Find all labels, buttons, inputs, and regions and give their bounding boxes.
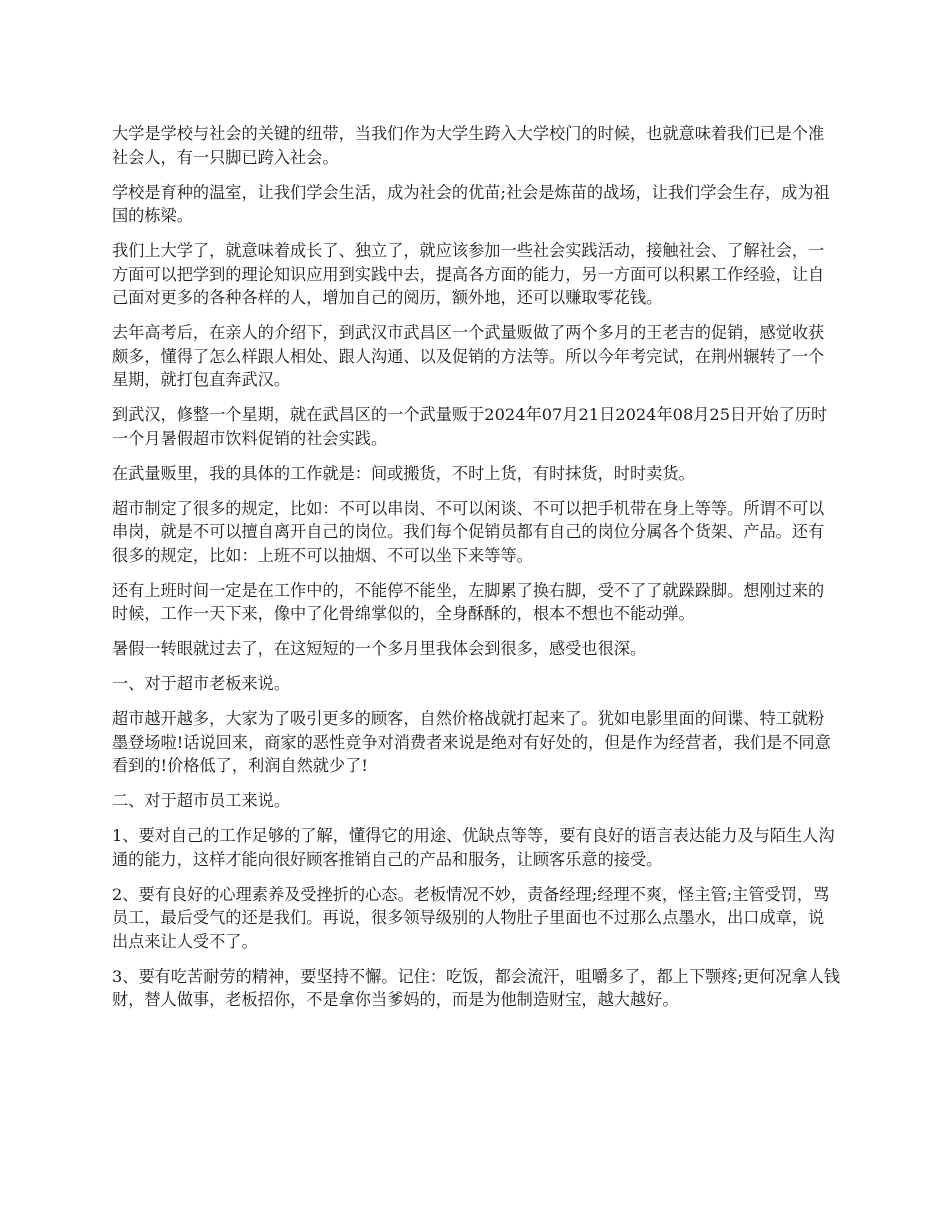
paragraph-5: 到武汉，修整一个星期，就在武昌区的一个武量贩于2024年07月21日2024年08月25日开始了历时一个月暑假超市饮料促销的社会实践。 [112,405,828,448]
paragraph-9: 暑假一转眼就过去了，在这短短的一个多月里我体会到很多，感受也很深。 [112,639,647,658]
list-item-1: 1、要对自己的工作足够的了解，懂得它的用途、优缺点等等，要有良好的语言表达能力及与陌生人沟通的能力，这样才能向很好顾客推销自己的产品和服务，让顾客乐意的接受。 [112,826,835,869]
document-body [112,122,840,1023]
paragraph-3: 我们上大学了，就意味着成长了、独立了，就应该参加一些社会实践活动，接触社会、了解社会，一方面可以把学到的理论知识应用到实践中去，提高各方面的能力，另一方面可以积累工作经验，让自己面对更多的各种各样的人，增加自己的阅历，额外地，还可以赚取零花钱。 [112,241,825,307]
paragraph-1: 大学是学校与社会的关键的纽带，当我们作为大学生跨入大学校门的时候，也就意味着我们已是个准社会人，有一只脚已跨入社会。 [112,124,825,167]
paragraph-6: 在武量贩里，我的具体的工作就是：间或搬货，不时上货，有时抹货，时时卖货。 [112,463,695,483]
list-item-2: 2、要有良好的心理素养及受挫折的心态。老板情况不妙，责备经理;经理不爽，怪主管;主管受罚，骂员工，最后受气的还是我们。再说，很多领导级别的人物肚子里面也不过那么点墨水，出口成章，说出点来让人受不了。 [112,884,830,951]
paragraph-10: 超市越开越多，大家为了吸引更多的顾客，自然价格战就打起来了。犹如电影里面的间谍、特工就粉墨登场啦!话说回来，商家的恶性竞争对消费者来说是绝对有好处的，但是作为经营者，我们是不同意看到的!价格低了，利润自然就少了! [112,709,831,775]
paragraph-4: 去年高考后，在亲人的介绍下，到武汉市武昌区一个武量贩做了两个多月的王老吉的促销，感觉收获颇多，懂得了怎么样跟人相处、跟人沟通、以及促销的方法等。所以今年考完试，在荆州辗转了一个星期，就打包直奔武汉。 [112,323,825,389]
paragraph-2: 学校是育种的温室，让我们学会生活，成为社会的优苗;社会是炼苗的战场，让我们学会生存，成为祖国的栋梁。 [112,182,830,225]
list-item-3: 3、要有吃苦耐劳的精神，要坚持不懈。记住：吃饭，都会流汗，咀嚼多了，都上下颚疼;更何况拿人钱财，替人做事，老板招你，不是拿你当爹妈的，而是为他制造财宝，越大越好。 [112,966,840,1009]
paragraph-7: 超市制定了很多的规定，比如：不可以串岗、不可以闲谈、不可以把手机带在身上等等。所谓不可以串岗，就是不可以擅自离开自己的岗位。我们每个促销员都有自己的岗位分属各个货架、产品。还有很多的规定，比如：上班不可以抽烟、不可以坐下来等等。 [112,498,825,565]
paragraph-8: 还有上班时间一定是在工作中的，不能停不能坐，左脚累了换右脚，受不了了就跺跺脚。想刚过来的时候，工作一天下来，像中了化骨绵掌似的，全身酥酥的，根本不想也不能动弹。 [112,580,825,623]
section-heading-2: 二、对于超市员工来说。 [112,791,291,810]
section-heading-1: 一、对于超市老板来说。 [112,674,291,693]
